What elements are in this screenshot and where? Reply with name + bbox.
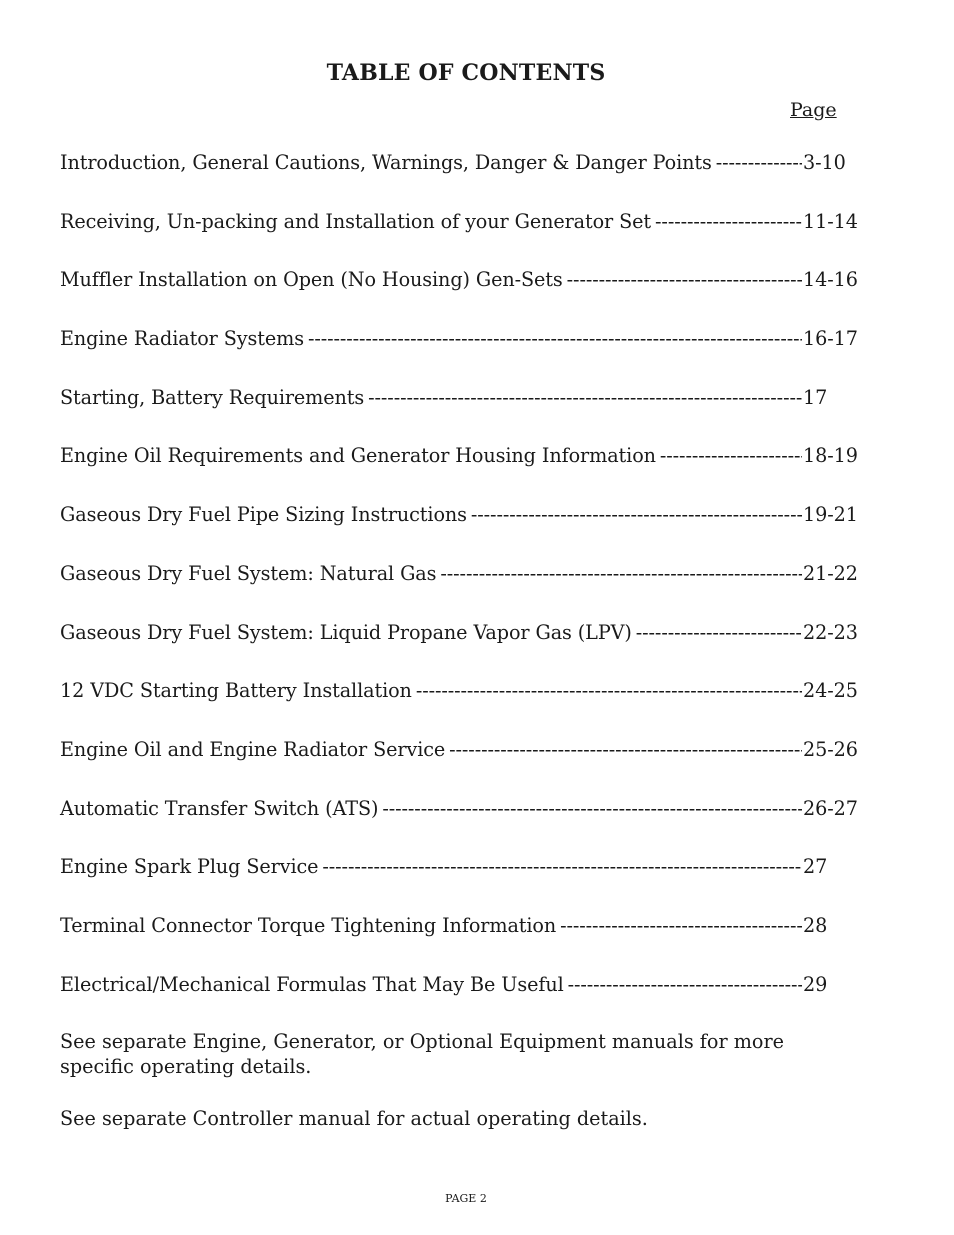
toc-entry-title: Engine Oil and Engine Radiator Service	[60, 737, 446, 761]
toc-entry-pages: 22-23	[803, 620, 858, 644]
toc-entry-title: Introduction, General Cautions, Warnings, Danger & Danger Points	[60, 151, 712, 174]
toc-entry-pages: 29	[803, 972, 828, 996]
note-separate-manuals: See separate Engine, Generator, or Optional Equipment manuals for more specific operating details.	[60, 1030, 784, 1078]
toc-entry-pages: 21-22	[803, 561, 858, 585]
toc-entry-pages: 24-25	[803, 679, 858, 703]
toc-entry-leader	[471, 502, 802, 528]
toc-entry-pages: 27	[803, 855, 828, 879]
toc-entry-title: Muffler Installation on Open (No Housing) Gen-Sets	[60, 268, 563, 292]
toc-entry-leader	[449, 737, 802, 763]
toc-entry-leader	[567, 267, 802, 293]
toc-entry-title: 12 VDC Starting Battery Installation	[60, 679, 412, 703]
toc-entry-pages: 18-19	[803, 444, 858, 468]
toc-entry-title: Terminal Connector Torque Tightening Information	[60, 913, 557, 937]
toc-entry	[60, 502, 860, 561]
toc-entry-title: Starting, Battery Requirements	[60, 385, 365, 409]
toc-entry	[60, 913, 860, 972]
toc-entry	[60, 150, 860, 209]
toc-entry-pages: 11-14	[803, 209, 858, 233]
toc-entry-title: Gaseous Dry Fuel System: Liquid Propane Vapor Gas (LPV)	[60, 620, 632, 644]
toc-entry	[60, 443, 860, 502]
toc-entry-pages: 26-27	[803, 796, 858, 820]
toc-entry-leader	[308, 326, 802, 352]
toc-entry-leader	[368, 385, 802, 411]
toc-entries	[60, 150, 860, 1030]
toc-entry-leader	[716, 150, 802, 176]
toc-entry-pages: 3-10	[803, 151, 846, 174]
toc-entry-leader	[636, 620, 802, 646]
toc-entry-pages: 19-21	[803, 503, 858, 527]
toc-entry-pages: 14-16	[803, 268, 858, 292]
toc-entry-title: Electrical/Mechanical Formulas That May Be Useful	[60, 972, 564, 996]
toc-entry-leader	[655, 209, 802, 235]
toc-entry	[60, 561, 860, 620]
toc-entry	[60, 854, 860, 913]
toc-entry-leader	[322, 854, 802, 880]
toc-entry-title: Receiving, Un-packing and Installation of your Generator Set	[60, 209, 652, 233]
page-column-header: Page	[790, 99, 837, 121]
toc-entry-title: Engine Radiator Systems	[60, 327, 304, 351]
toc-entry-leader	[440, 561, 802, 587]
toc-entry-leader	[568, 972, 802, 998]
toc-entry-title: Gaseous Dry Fuel Pipe Sizing Instructions	[60, 503, 467, 527]
toc-entry	[60, 209, 860, 268]
toc-entry-leader	[416, 678, 802, 704]
toc-entry	[60, 678, 860, 737]
toc-title: TABLE OF CONTENTS	[326, 60, 606, 86]
toc-entry-leader	[560, 913, 802, 939]
note-controller-manual: See separate Controller manual for actual operating details.	[60, 1107, 648, 1130]
toc-entry-pages: 17	[803, 385, 828, 409]
toc-entry-title: Engine Oil Requirements and Generator Housing Information	[60, 444, 656, 468]
toc-entry	[60, 972, 860, 1031]
toc-entry-pages: 28	[803, 913, 828, 937]
toc-entry	[60, 267, 860, 326]
toc-entry-leader	[382, 796, 802, 822]
page-number-footer: PAGE 2	[445, 1192, 487, 1205]
toc-entry	[60, 737, 860, 796]
toc-entry-leader	[660, 443, 802, 469]
toc-entry	[60, 620, 860, 679]
toc-entry-pages: 25-26	[803, 737, 858, 761]
toc-entry	[60, 385, 860, 444]
toc-entry-title: Gaseous Dry Fuel System: Natural Gas	[60, 561, 437, 585]
toc-entry	[60, 796, 860, 855]
toc-entry-title: Automatic Transfer Switch (ATS)	[60, 796, 379, 820]
toc-entry-pages: 16-17	[803, 327, 858, 351]
toc-entry	[60, 326, 860, 385]
toc-entry-title: Engine Spark Plug Service	[60, 855, 319, 879]
